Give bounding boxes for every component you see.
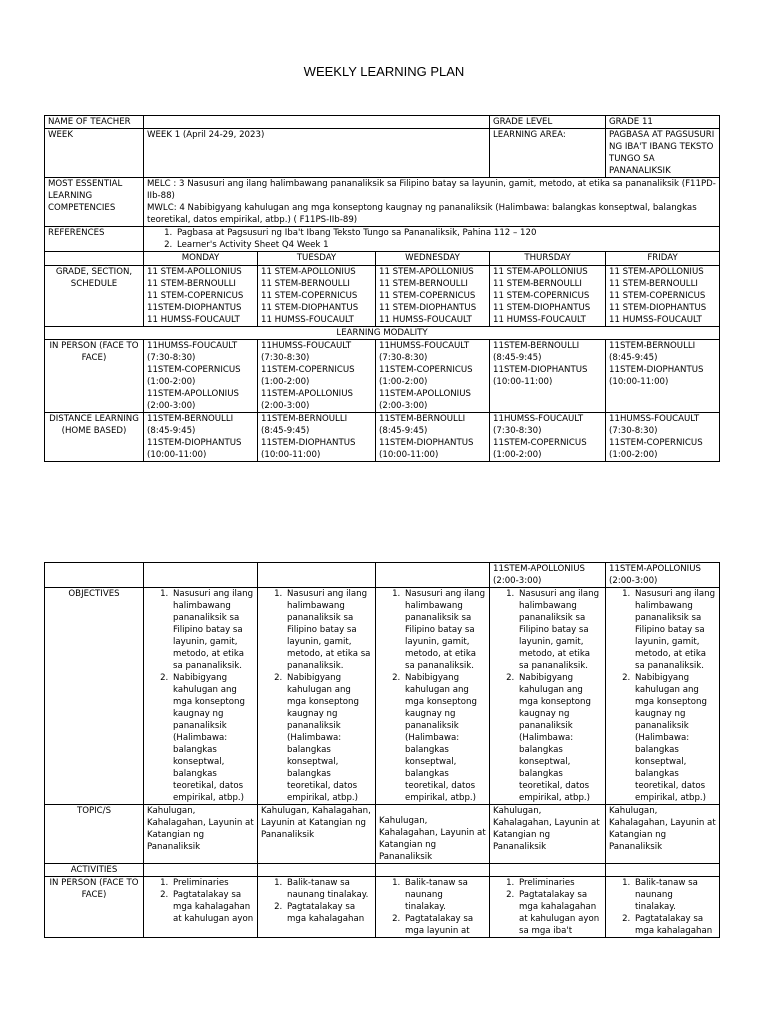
activities-wednesday [376, 877, 490, 938]
blank-cell [606, 864, 720, 877]
schedule-entry: 11HUMSS-FOUCAULT [261, 341, 352, 351]
section-entry: 11 STEM-BERNOULLI [379, 279, 468, 289]
schedule-time: (7:30-8:30) [493, 426, 542, 436]
activity-item: 2. Pagtatalakay sa mga layunin at [403, 913, 486, 937]
schedule-entry: 11STEM-COPERNICUS [493, 438, 587, 448]
schedule-time: (1:00-2:00) [261, 377, 310, 387]
schedule-entry: 11HUMSS-FOUCAULT [609, 414, 700, 424]
schedule-entry: 11STEM-APOLLONIUS [147, 389, 239, 399]
section-entry: 11 STEM-COPERNICUS [147, 291, 244, 301]
activity-item: 1. Balik-tanaw sa naunang tinalakay. [633, 877, 716, 913]
blank-cell [144, 864, 258, 877]
schedule-time: (2:00-3:00) [379, 401, 428, 411]
modality-heading: LEARNING MODALITY [45, 327, 720, 340]
topic-friday: Kahulugan, Kahalagahan, Layunin at Katangian ng Pananaliksik [606, 805, 720, 864]
distance-label: DISTANCE LEARNING (HOME BASED) [45, 413, 144, 462]
schedule-entry: 11STEM-APOLLONIUS [379, 389, 471, 399]
schedule-entry: 11STEM-DIOPHANTUS [379, 438, 474, 448]
blank-cell [490, 864, 606, 877]
schedule-entry: 11STEM-BERNOULLI [379, 414, 466, 424]
page-title: WEEKLY LEARNING PLAN [303, 64, 465, 79]
day-thursday: THURSDAY [490, 252, 606, 266]
schedule-time: (10:00-11:00) [379, 450, 439, 460]
schedule-time: (8:45-9:45) [147, 426, 196, 436]
schedule-time: (2:00-3:00) [261, 401, 310, 411]
schedule-time: (10:00-11:00) [261, 450, 321, 460]
objective-item: 2. Nabibigyang kahulugan ang mga konseptong kaugnay ng pananaliksik (Halimbawa: balangkas konseptwal, balangkas teoretikal, datos empirikal, atbp.) [171, 672, 254, 804]
schedule-time: (8:45-9:45) [609, 353, 658, 363]
activity-item: 1. Balik-tanaw sa naunang tinalakay. [403, 877, 486, 913]
section-entry: 11 HUMSS-FOUCAULT [261, 315, 354, 325]
melc-2: MWLC: 4 Nabibigyang kahulugan ang mga konseptong kaugnay ng pananaliksik (Halimbawa: balangkas konseptwal, balangkas teoretikal, datos empirikal, atbp.) ( F11PS-IIb-89) [147, 203, 697, 225]
melc-value [144, 178, 720, 227]
section-entry: 11STEM-DIOPHANTUS [147, 303, 242, 313]
schedule-entry: 11STEM-COPERNICUS [147, 365, 241, 375]
section-entry: 11 HUMSS-FOUCAULT [379, 315, 472, 325]
grade-value: GRADE 11 [606, 116, 720, 129]
schedule-time: (7:30-8:30) [261, 353, 310, 363]
in-person-friday [606, 340, 720, 413]
schedule-time: (7:30-8:30) [609, 426, 658, 436]
schedule-time: (1:00-2:00) [379, 377, 428, 387]
plan-header-table [44, 115, 720, 462]
section-entry: 11 STEM-APOLLONIUS [261, 267, 356, 277]
reference-item: 2. Learner's Activity Sheet Q4 Week 1 [175, 239, 716, 251]
teacher-value [144, 116, 490, 129]
section-entry: 11 STEM-BERNOULLI [609, 279, 698, 289]
schedule-entry: 11STEM-COPERNICUS [379, 365, 473, 375]
melc-1: MELC : 3 Nasusuri ang ilang halimbawang pananaliksik sa Filipino batay sa layunin, gamit, metodo, at etika sa pananaliksik (F11PD-IIb-88) [147, 179, 716, 201]
schedule-label: GRADE, SECTION, SCHEDULE [45, 266, 144, 327]
section-entry: 11 STEM-COPERNICUS [261, 291, 358, 301]
objective-item: 1. Nasusuri ang ilang halimbawang pananaliksik sa Filipino batay sa layunin, gamit, metodo, at etika sa pananaliksik. [171, 588, 254, 672]
activity-item: 2. Pagtatalakay sa mga kahalagahan [633, 913, 716, 937]
blank-cell [45, 252, 144, 266]
section-entry: 11 STEM-BERNOULLI [493, 279, 582, 289]
schedule-time: (8:45-9:45) [493, 353, 542, 363]
continued-thursday: 11STEM-APOLLONIUS (2:00-3:00) [490, 563, 606, 588]
continued-friday: 11STEM-APOLLONIUS (2:00-3:00) [606, 563, 720, 588]
distance-wednesday [376, 413, 490, 462]
blank-cell [258, 864, 376, 877]
activities-friday [606, 877, 720, 938]
grade-label: GRADE LEVEL [490, 116, 606, 129]
topic-thursday: Kahulugan, Kahalagahan, Layunin at Katangian ng Pananaliksik [490, 805, 606, 864]
week-label: WEEK [45, 129, 144, 178]
section-entry: 11 STEM-DIOPHANTUS [379, 303, 477, 313]
continued-wednesday [376, 563, 490, 588]
activity-item: 2. Pagtatalakay sa mga kahalagahan at kahulugan ayon [171, 889, 254, 925]
activities-tuesday [258, 877, 376, 938]
objective-item: 2. Nabibigyang kahulugan ang mga konseptong kaugnay ng pananaliksik (Halimbawa: balangkas konseptwal, balangkas teoretikal, datos empirikal, atbp.) [633, 672, 716, 804]
schedule-entry: 11HUMSS-FOUCAULT [379, 341, 470, 351]
activity-item: 2. Pagtatalakay sa mga kahalagahan [285, 901, 372, 925]
continued-monday [144, 563, 258, 588]
day-monday: MONDAY [144, 252, 258, 266]
schedule-entry: 11STEM-APOLLONIUS [261, 389, 353, 399]
in-person-wednesday [376, 340, 490, 413]
sections-wednesday [376, 266, 490, 327]
week-value: WEEK 1 (April 24-29, 2023) [144, 129, 490, 178]
sections-friday [606, 266, 720, 327]
objective-item: 1. Nasusuri ang ilang halimbawang pananaliksik sa Filipino batay sa layunin, gamit, metodo, at etika sa pananaliksik. [285, 588, 372, 672]
reference-item: 1. Pagbasa at Pagsusuri ng Iba't Ibang Teksto Tungo sa Pananaliksik, Pahina 112 – 120 [175, 227, 716, 239]
section-entry: 11 STEM-DIOPHANTUS [609, 303, 707, 313]
sections-tuesday [258, 266, 376, 327]
learning-area-label: LEARNING AREA: [490, 129, 606, 178]
in-person-label: IN PERSON (FACE TO FACE) [45, 340, 144, 413]
schedule-entry: 11STEM-COPERNICUS [261, 365, 355, 375]
topics-label: TOPIC/S [45, 805, 144, 864]
section-entry: 11 STEM-DIOPHANTUS [261, 303, 359, 313]
schedule-time: (1:00-2:00) [609, 450, 658, 460]
references-label: REFERENCES [45, 227, 144, 252]
schedule-entry: 11STEM-BERNOULLI [147, 414, 234, 424]
schedule-entry: 11STEM-COPERNICUS [609, 438, 703, 448]
schedule-entry: 11HUMSS-FOUCAULT [147, 341, 238, 351]
schedule-time: (8:45-9:45) [379, 426, 428, 436]
schedule-time: (8:45-9:45) [261, 426, 310, 436]
objective-item: 2. Nabibigyang kahulugan ang mga konseptong kaugnay ng pananaliksik (Halimbawa: balangkas konseptwal, balangkas teoretikal, datos empirikal, atbp.) [517, 672, 602, 804]
schedule-entry: 11STEM-BERNOULLI [493, 341, 580, 351]
objective-item: 1. Nasusuri ang ilang halimbawang pananaliksik sa Filipino batay sa layunin, gamit, metodo, at etika sa pananaliksik. [633, 588, 716, 672]
schedule-time: (2:00-3:00) [147, 401, 196, 411]
schedule-time: (10:00-11:00) [609, 377, 669, 387]
section-entry: 11 STEM-BERNOULLI [261, 279, 350, 289]
objective-item: 1. Nasusuri ang ilang halimbawang pananaliksik sa Filipino batay sa layunin, gamit, metodo, at etika sa pananaliksik. [517, 588, 602, 672]
activities-in-person-label: IN PERSON (FACE TO FACE) [45, 877, 144, 938]
objectives-tuesday [258, 588, 376, 805]
sections-thursday [490, 266, 606, 327]
section-entry: 11 STEM-APOLLONIUS [379, 267, 474, 277]
schedule-time: (7:30-8:30) [379, 353, 428, 363]
topic-wednesday: Kahulugan, Kahalagahan, Layunin at Katangian ng Pananaliksik [376, 805, 490, 864]
section-entry: 11 STEM-COPERNICUS [609, 291, 706, 301]
distance-friday [606, 413, 720, 462]
objective-item: 2. Nabibigyang kahulugan ang mga konseptong kaugnay ng pananaliksik (Halimbawa: balangkas konseptwal, balangkas teoretikal, datos empirikal, atbp.) [285, 672, 372, 804]
activity-item: 1. Preliminaries [171, 877, 254, 889]
day-tuesday: TUESDAY [258, 252, 376, 266]
section-entry: 11 STEM-DIOPHANTUS [493, 303, 591, 313]
objectives-monday [144, 588, 258, 805]
objectives-friday [606, 588, 720, 805]
schedule-time: (10:00-11:00) [493, 377, 553, 387]
teacher-label: NAME OF TEACHER [45, 116, 144, 129]
activity-item: 2. Pagtatalakay sa mga kahalagahan at kahulugan ayon sa mga iba't [517, 889, 602, 937]
section-entry: 11 STEM-COPERNICUS [379, 291, 476, 301]
sections-monday [144, 266, 258, 327]
activities-thursday [490, 877, 606, 938]
section-entry: 11 STEM-COPERNICUS [493, 291, 590, 301]
in-person-monday [144, 340, 258, 413]
melc-label: MOST ESSENTIAL LEARNING COMPETENCIES [45, 178, 144, 227]
schedule-time: (7:30-8:30) [147, 353, 196, 363]
activities-label: ACTIVITIES [45, 864, 144, 877]
schedule-time: (1:00-2:00) [493, 450, 542, 460]
topic-monday: Kahulugan, Kahalagahan, Layunin at Katangian ng Pananaliksik [144, 805, 258, 864]
distance-thursday [490, 413, 606, 462]
objectives-thursday [490, 588, 606, 805]
section-entry: 11 HUMSS-FOUCAULT [493, 315, 586, 325]
in-person-tuesday [258, 340, 376, 413]
distance-monday [144, 413, 258, 462]
activity-item: 1. Balik-tanaw sa naunang tinalakay. [285, 877, 372, 901]
schedule-entry: 11STEM-BERNOULLI [609, 341, 696, 351]
blank-cell [45, 563, 144, 588]
activities-monday [144, 877, 258, 938]
day-wednesday: WEDNESDAY [376, 252, 490, 266]
day-friday: FRIDAY [606, 252, 720, 266]
section-entry: 11 STEM-APOLLONIUS [147, 267, 242, 277]
schedule-entry: 11STEM-BERNOULLI [261, 414, 348, 424]
schedule-entry: 11STEM-DIOPHANTUS [493, 365, 588, 375]
continued-tuesday [258, 563, 376, 588]
in-person-thursday [490, 340, 606, 413]
schedule-entry: 11STEM-DIOPHANTUS [147, 438, 242, 448]
blank-cell [376, 864, 490, 877]
section-entry: 11 HUMSS-FOUCAULT [147, 315, 240, 325]
schedule-entry: 11HUMSS-FOUCAULT [493, 414, 584, 424]
section-entry: 11 STEM-BERNOULLI [147, 279, 236, 289]
schedule-time: (1:00-2:00) [147, 377, 196, 387]
schedule-entry: 11STEM-DIOPHANTUS [261, 438, 356, 448]
objectives-label: OBJECTIVES [45, 588, 144, 805]
schedule-time: (10:00-11:00) [147, 450, 207, 460]
section-entry: 11 STEM-APOLLONIUS [609, 267, 704, 277]
section-entry: 11 STEM-APOLLONIUS [493, 267, 588, 277]
activity-item: 1. Preliminaries [517, 877, 602, 889]
objective-item: 2. Nabibigyang kahulugan ang mga konseptong kaugnay ng pananaliksik (Halimbawa: balangkas konseptwal, balangkas teoretikal, datos empirikal, atbp.) [403, 672, 486, 804]
section-entry: 11 HUMSS-FOUCAULT [609, 315, 702, 325]
objective-item: 1. Nasusuri ang ilang halimbawang pananaliksik sa Filipino batay sa layunin, gamit, metodo, at etika sa pananaliksik. [403, 588, 486, 672]
distance-tuesday [258, 413, 376, 462]
learning-area-value: PAGBASA AT PAGSUSURI NG IBA'T IBANG TEKSTO TUNGO SA PANANALIKSIK [606, 129, 720, 178]
plan-detail-table [44, 562, 720, 938]
topic-tuesday: Kahulugan, Kahalagahan, Layunin at Katangian ng Pananaliksik [258, 805, 376, 864]
objectives-wednesday [376, 588, 490, 805]
schedule-entry: 11STEM-DIOPHANTUS [609, 365, 704, 375]
references-value [144, 227, 720, 252]
